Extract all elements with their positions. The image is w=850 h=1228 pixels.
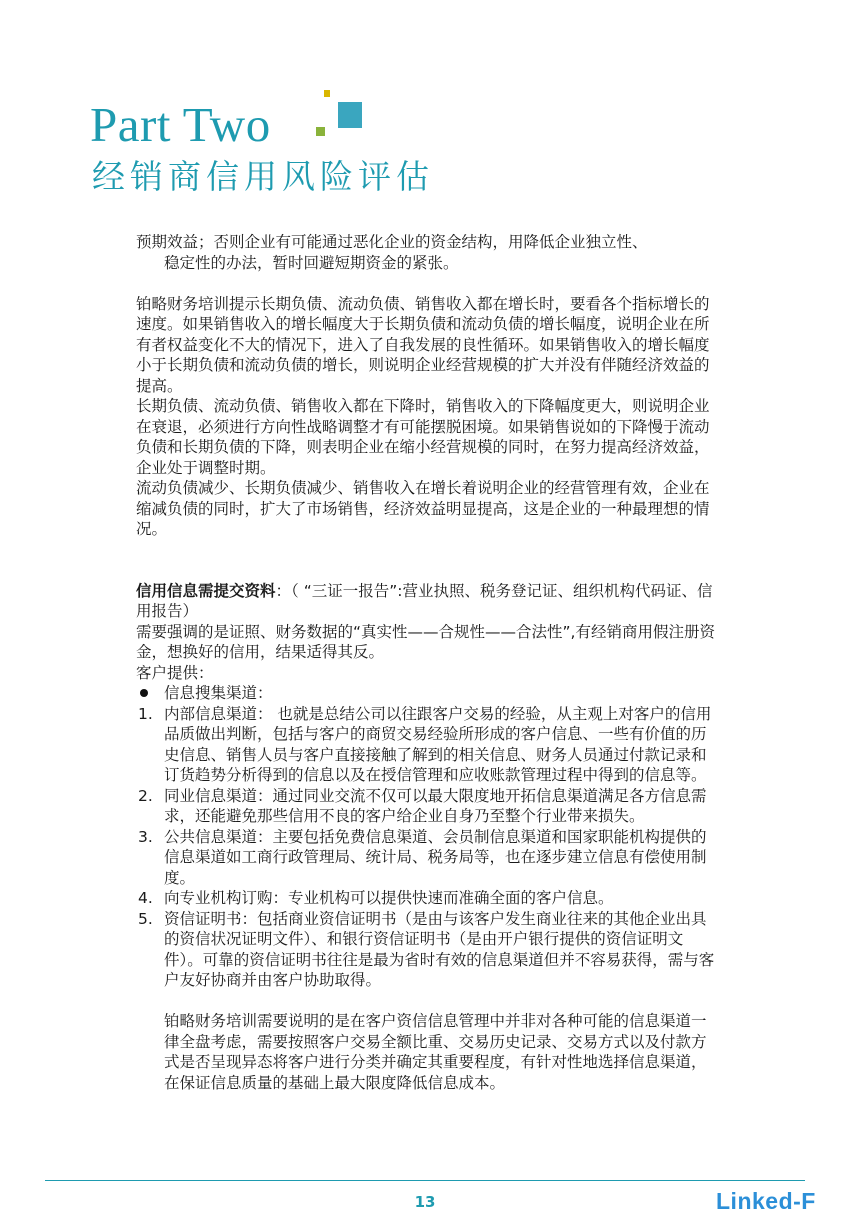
numbered-item xyxy=(136,827,716,889)
paragraph-decline: 长期负债、流动负债、销售收入都在下降时，销售收入的下降幅度更大，则说明企业在衰退，必须进行方向性战略调整才有可能摆脱困境。如果销售说如的下降慢于流动负债和长期负债的下降，则表明企业在缩小经营规模的同时，在努力提高经济效益，企业处于调整时期。 xyxy=(136,397,710,477)
numbered-item xyxy=(136,786,716,827)
footer-divider xyxy=(45,1180,805,1181)
bullet-label: 信息搜集渠道： xyxy=(164,684,273,702)
customer-provides-label: 客户提供： xyxy=(136,663,214,682)
numbered-item xyxy=(136,909,716,991)
continuation-line-2: 稳定性的办法，暂时回避短期资金的紧张。 xyxy=(164,253,459,272)
bullet-dot-icon xyxy=(140,689,148,697)
numbered-item xyxy=(136,888,716,909)
decorative-squares-icon xyxy=(316,90,366,142)
paragraph-ideal: 流动负债减少、长期负债减少、销售收入在增长着说明企业的经营管理有效，企业在缩减负债的同时，扩大了市场销售，经济效益明显提高，这是企业的一种最理想的情况。 xyxy=(136,479,710,538)
credit-info-paragraph xyxy=(136,581,716,622)
section-subtitle: 经销商信用风险评估 xyxy=(92,157,434,196)
page-number: 13 xyxy=(414,1193,436,1211)
numbered-item xyxy=(136,704,716,786)
paragraph-emphasis: 需要强调的是证照、财务数据的“真实性——合规性——合法性”,有经销商用假注册资金，想换好的信用，结果适得其反。 xyxy=(136,622,715,661)
paragraph-growth: 铂略财务培训提示长期负债、流动负债、销售收入都在增长时，要看各个指标增长的速度。如果销售收入的增长幅度大于长期负债和流动负债的增长幅度，说明企业在所有者权益变化不大的情况下，进入了自我发展的良性循环。如果销售收入的增长幅度小于长期负债和流动负债的增长，则说明企业经营规模的扩大并没有伴随经济效益的提高。 xyxy=(136,294,710,395)
item-number: 1. xyxy=(138,704,153,723)
item-text: 内部信息渠道： 也就是总结公司以往跟客户交易的经验，从主观上对客户的信用品质做出判断，包括与客户的商贸交易经验所形成的客户信息、一些有价值的历史信息、销售人员与客户直接接触了解到的相关信息、财务人员通过付款记录和订货趋势分析得到的信息以及在授信管理和应收账款管理过程中得到的信息等。 xyxy=(164,704,712,784)
item-number: 4. xyxy=(138,889,153,907)
item-text: 向专业机构订购：专业机构可以提供快速而准确全面的客户信息。 xyxy=(164,889,614,907)
part-title: Part Two xyxy=(90,97,271,152)
bullet-item xyxy=(136,683,716,704)
item-text: 同业信息渠道：通过同业交流不仅可以最大限度地开拓信息渠道满足各方信息需求，还能避免那些信用不良的客户给企业自身乃至整个行业带来损失。 xyxy=(164,786,707,825)
brand-logo: Linked-F xyxy=(716,1188,816,1214)
credit-heading-rest: ：（ “三证一报告”:营业执照、税务登记证、组织机构代码证、信用报告） xyxy=(136,581,713,620)
paragraph-closing: 铂略财务培训需要说明的是在客户资信信息管理中并非对各种可能的信息渠道一律全盘考虑，需要按照客户交易全额比重、交易历史记录、交易方式以及付款方式是否呈现异态将客户进行分类并确定其重要程度，有针对性地选择信息渠道，在保证信息质量的基础上最大限度降低信息成本。 xyxy=(164,1012,707,1092)
continuation-line-1: 预期效益；否则企业有可能通过恶化企业的资金结构，用降低企业独立性、 xyxy=(136,233,648,251)
item-number: 5. xyxy=(138,909,153,928)
item-text: 公共信息渠道：主要包括免费信息渠道、会员制信息渠道和国家职能机构提供的信息渠道如工商行政管理局、统计局、税务局等，也在逐步建立信息有偿使用制度。 xyxy=(164,827,707,887)
item-text: 资信证明书：包括商业资信证明书（是由与该客户发生商业往来的其他企业出具的资信状况证明文件）、和银行资信证明书（是由开户银行提供的资信证明文件）。可靠的资信证明书往往是最为省时有效的信息渠道但并不容易获得，需与客户友好协商并由客户协助取得。 xyxy=(164,909,715,989)
document-body xyxy=(136,232,716,1093)
item-number: 2. xyxy=(138,786,153,805)
credit-heading: 信用信息需提交资料 xyxy=(136,581,276,600)
item-number: 3. xyxy=(138,827,153,846)
